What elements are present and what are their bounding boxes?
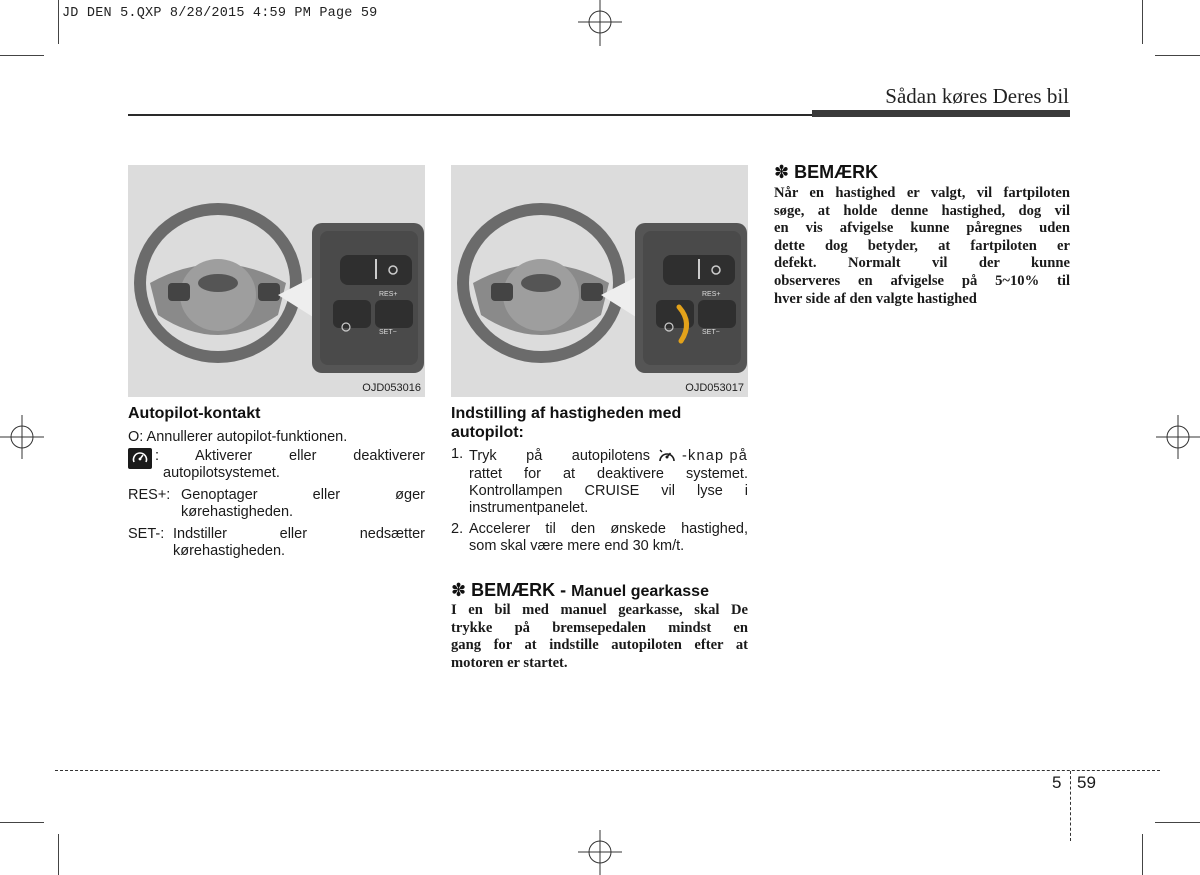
set-label: SET−: [379, 329, 397, 336]
def-key: SET-:: [128, 526, 165, 542]
step-text: -knap på: [681, 447, 748, 464]
header-rule-accent: [812, 110, 1070, 117]
chapter-title: Sådan køres Deres bil: [885, 84, 1069, 108]
res-label: RES+: [702, 291, 721, 298]
note-star-icon: ✽: [774, 162, 790, 182]
step-line: som skal være mere end 30 km/t.: [469, 538, 685, 554]
note-title: BEMÆRK: [794, 162, 879, 182]
steering-wheel-illustration: [451, 165, 748, 397]
print-slug: JD DEN 5.QXP 8/28/2015 4:59 PM Page 59: [62, 6, 378, 21]
note-heading-manual-gearbox: [451, 580, 709, 602]
note-line: trykke på bremsepedalen mindst en: [451, 619, 748, 636]
note-heading-speed-deviation: [774, 162, 878, 182]
line-o-cancel: O: Annullerer autopilot-funktionen.: [128, 429, 348, 445]
def-line: autopilotsystemet.: [163, 465, 280, 481]
def-line: Indstiller eller nedsætter: [173, 526, 425, 542]
def-line: kørehastigheden.: [173, 543, 286, 559]
note-subtitle: Manuel gearkasse: [571, 583, 709, 600]
steering-wheel-illustration: [128, 165, 425, 397]
note-line: søge, at holde denne hastighed, dog vil: [774, 202, 1070, 219]
heading-line: Indstilling af hastigheden med: [451, 405, 682, 422]
note-line: dette dog betyder, at fartpiloten er: [774, 237, 1070, 254]
note-line: motoren er startet.: [451, 654, 568, 671]
step-line: Kontrollampen CRUISE vil lyse i: [469, 483, 748, 499]
registration-mark-top: [578, 0, 622, 46]
figure-code: OJD053017: [685, 382, 744, 394]
page-chapter-number: 5: [1052, 773, 1062, 792]
footer-dashed-rule: [55, 770, 1160, 771]
def-line: kørehastigheden.: [181, 504, 294, 520]
def-line: : Aktiverer eller deaktiverer: [155, 448, 425, 464]
step-line: rattet for at deaktivere systemet.: [469, 466, 748, 482]
res-label: RES+: [379, 291, 398, 298]
step-text: Tryk på autopilotens: [469, 447, 650, 464]
def-item-cruise-icon: [128, 448, 425, 482]
cruise-control-icon: [656, 446, 678, 466]
step-2: [451, 521, 748, 555]
footer-page-divider: [1070, 771, 1071, 841]
registration-mark-right: [1156, 415, 1200, 459]
note-line: en vis afvigelse kunne påregnes uden: [774, 220, 1070, 237]
note-body-speed-deviation: [774, 185, 1070, 308]
step-line: Accelerer til den ønskede hastighed,: [469, 521, 748, 537]
note-line: Når en hastighed er valgt, vil fartpiloten: [774, 185, 1070, 201]
step-1: [451, 446, 748, 517]
def-item-set: [128, 526, 425, 560]
registration-mark-bottom: [578, 830, 622, 875]
section-heading-autopilot-switch: Autopilot-kontakt: [128, 405, 261, 422]
set-label: SET−: [702, 329, 720, 336]
note-title: BEMÆRK -: [471, 580, 567, 600]
note-line: defekt. Normalt vil der kunne: [774, 255, 1070, 272]
page-number: 59: [1077, 773, 1096, 792]
note-body-manual-gearbox: [451, 602, 748, 672]
def-key: RES+:: [128, 487, 171, 503]
step-number: 2.: [451, 521, 464, 537]
note-line: gang for at indstille autopiloten efter at: [451, 637, 748, 654]
def-item-res: [128, 487, 425, 521]
note-line: I en bil med manuel gearkasse, skal De: [451, 602, 748, 618]
figure-steering-wheel-1: [128, 165, 425, 397]
figure-code: OJD053016: [362, 382, 421, 394]
heading-line: autopilot:: [451, 424, 524, 441]
def-line: Genoptager eller øger: [181, 487, 425, 503]
step-line: [469, 446, 748, 466]
step-line: instrumentpanelet.: [469, 500, 589, 516]
figure-steering-wheel-2: [451, 165, 748, 397]
registration-mark-left: [0, 415, 44, 459]
note-line: observeres en afvigelse på 5~10% til: [774, 272, 1070, 289]
step-number: 1.: [451, 446, 464, 462]
note-line: hver side af den valgte hastighed: [774, 290, 977, 307]
section-heading-set-speed: [451, 404, 681, 442]
note-star-icon: ✽: [451, 580, 467, 600]
cruise-control-icon: [128, 448, 152, 469]
